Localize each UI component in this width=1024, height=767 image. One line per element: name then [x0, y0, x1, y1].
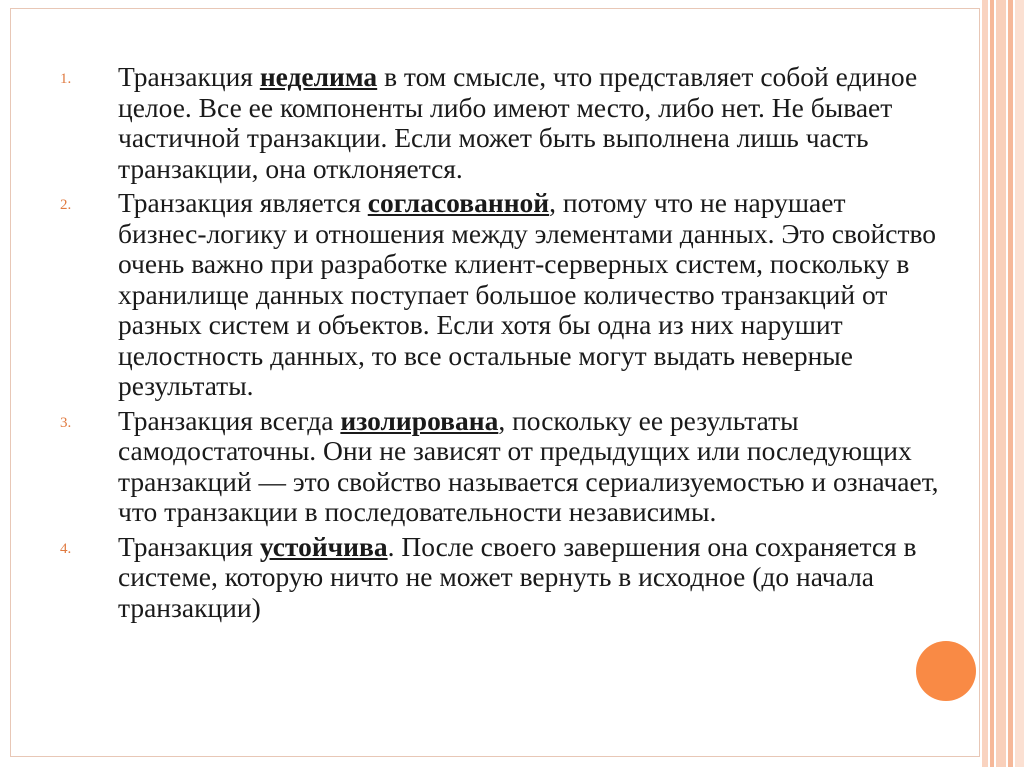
- list-item: [60, 532, 940, 624]
- decorative-stripe: [1008, 0, 1013, 767]
- decorative-stripe: [1015, 0, 1024, 767]
- item-keyword: изолирована: [340, 404, 499, 436]
- item-text-before: Транзакция: [118, 61, 260, 92]
- item-keyword: согласованной: [367, 187, 550, 218]
- item-number: 3.: [60, 414, 72, 431]
- list-item: [60, 188, 940, 402]
- item-text-after: в том смысле, что представляет собой единое целое. Все ее компоненты либо имеют место, либо нет. Не бывает частичной транзакции. Если может быть выполнена лишь часть транзакции, она отклоняется.: [118, 61, 918, 184]
- item-text-before: Транзакция является: [118, 187, 368, 218]
- item-text-after: . После своего завершения она сохраняется в системе, которую ничто не может вернуть в исходное (до начала транзакции): [118, 530, 917, 623]
- item-text-after: , потому что не нарушает бизнес-логику и отношения между элементами данных. Это свойство очень важно при разработке клиент-серверных систем, поскольку в хранилище данных поступает большое количество транзакций от разных систем и объектов. Если хотя бы одна из них нарушит целостность данных, то все остальные могут выдать неверные результаты.: [118, 187, 937, 401]
- item-text-before: Транзакция всегда: [118, 404, 341, 436]
- item-text: [118, 532, 940, 624]
- item-text-after: , поскольку ее результаты самодостаточны. Они не зависят от предыдущих или последующих транзакций — это свойство называется сериализуемостью и означает, что транзакции в последовательности независимы.: [118, 404, 939, 527]
- decorative-stripe: [990, 0, 994, 767]
- item-text: [118, 62, 940, 184]
- list-item: [60, 406, 940, 528]
- item-number: 2.: [60, 197, 72, 213]
- item-number: 4.: [60, 540, 72, 557]
- item-keyword: устойчива: [259, 530, 388, 562]
- decorative-stripe: [982, 0, 988, 767]
- item-text: [118, 188, 940, 402]
- numbered-list: [60, 62, 940, 627]
- item-text-before: Транзакция: [118, 530, 260, 562]
- item-number: 1.: [60, 71, 72, 87]
- item-text: [118, 406, 940, 528]
- decorative-circle: [916, 641, 976, 701]
- decorative-stripe: [996, 0, 1006, 767]
- item-keyword: неделима: [259, 61, 378, 92]
- list-item: [60, 62, 940, 184]
